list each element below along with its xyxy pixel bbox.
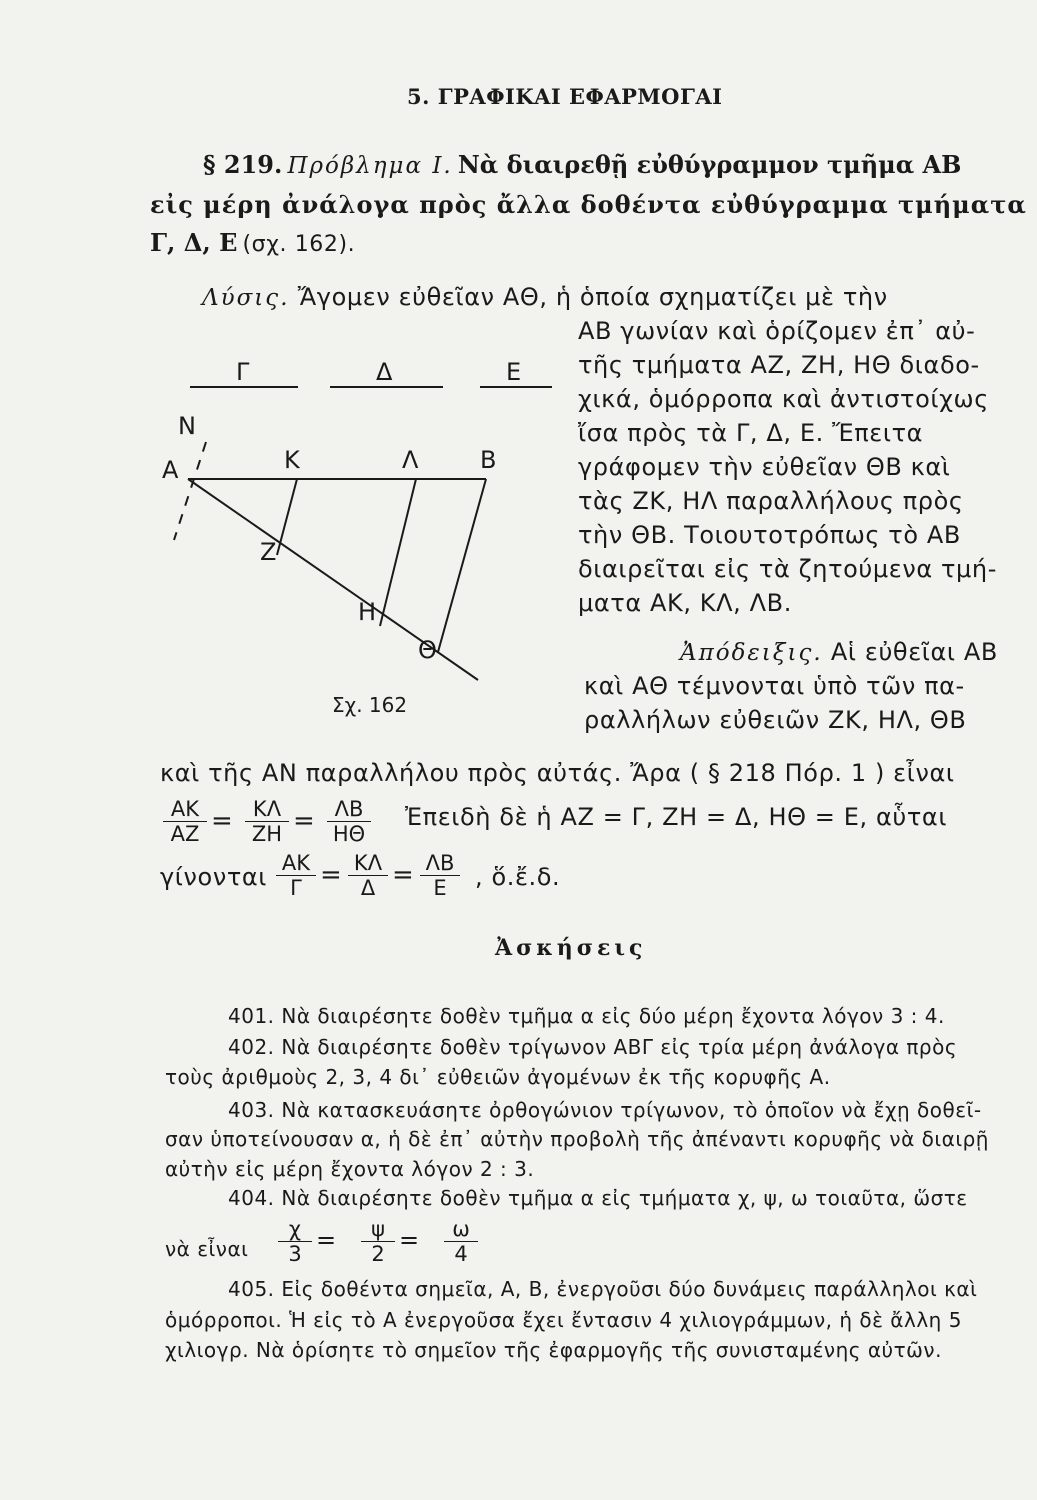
fraction-numerator: ω [452,1217,470,1241]
proof-line-1 [680,635,998,670]
fraction [444,1218,478,1265]
solution-line: γράφομεν τὴν εὐθεῖαν ΘΒ καὶ [578,453,951,481]
fraction [348,852,388,899]
figure-caption: Σχ. 162 [332,693,408,717]
exercises-title: Ἀσκήσεις [495,935,647,961]
fraction-denominator: Ε [433,876,447,900]
figure-162 [140,350,570,730]
solution-line: τὰς ΖΚ, ΗΛ παραλλήλους πρὸς [578,487,964,515]
point-N-label: Ν [178,412,196,440]
fraction-denominator: ΖΗ [251,822,283,846]
fraction-numerator: ψ [371,1217,385,1241]
exercise-402: 402. Νὰ διαιρέσητε δοθὲν τρίγωνον ΑΒΓ εἰς τρία μέρη ἀνάλογα πρὸς [228,1035,958,1059]
solution-label: Λύσις. [202,285,290,311]
fraction-denominator: 3 [288,1242,302,1266]
problem-text-1: Νὰ διαιρεθῇ εὐθύγραμμον τμῆμα ΑΒ [457,150,962,179]
exercise-403: 403. Νὰ κατασκευάσητε ὀρθογώνιον τρίγωνον, τὸ ὁποῖον νὰ ἔχῃ δοθεῖ- [228,1098,982,1122]
fraction-numerator: ΛΒ [334,797,364,821]
exercise-403-cont-1: σαν ὑποτείνουσαν α, ἡ δὲ ἐπ᾽ αὐτὴν προβολὴ τῆς ἀπέναντι κορυφῆς νὰ διαιρῇ [165,1127,989,1151]
equals-sign: = [320,860,342,890]
point-H-label: Η [358,598,377,626]
solution-line: τῆς τμήματα ΑΖ, ΖΗ, ΗΘ διαδο- [578,351,980,379]
fraction-denominator: Γ [290,876,302,900]
point-Z-label: Ζ [260,538,277,566]
point-theta-label: Θ [418,636,437,664]
proof-label: Ἀπόδειξις. [680,640,823,666]
na-einai-text: νὰ εἶναι [165,1237,249,1261]
solution-text-1: Ἄγομεν εὐθεῖαν ΑΘ, ἡ ὁποία σχηματίζει μὲ τὴν [297,283,888,311]
exercise-404: 404. Νὰ διαιρέσητε δοθὲν τμῆμα α εἰς τμήματα χ, ψ, ω τοιαῦτα, ὥστε [228,1186,968,1210]
solution-line: ΑΒ γωνίαν καὶ ὁρίζομεν ἐπ᾽ αὐ- [578,317,976,345]
fraction-denominator: Δ [360,876,376,900]
solution-line: διαιρεῖται εἰς τὰ ζητούμενα τμή- [578,555,997,583]
proof-column [584,669,967,737]
exercise-402-cont: τοὺς ἀριθμοὺς 2, 3, 4 δι᾽ εὐθειῶν ἀγομένων ἐκ τῆς κορυφῆς Α. [165,1065,831,1089]
problem-label: Πρόβλημα Ι. [287,153,453,179]
line-ZK [277,479,297,555]
fraction-numerator: ΚΛ [353,851,383,875]
ginontai-text: γίνονται [160,863,268,891]
exercise-405: 405. Εἰς δοθέντα σημεῖα, Α, Β, ἐνεργοῦσι δύο δυνάμεις παράλληλοι καὶ [228,1277,978,1301]
solution-line: χικά, ὁμόρροπα καὶ ἀντιστοίχως [578,385,989,413]
fraction [420,852,460,899]
proof-after-proportion: Ἐπειδὴ δὲ ἡ ΑΖ = Γ, ΖΗ = Δ, ΗΘ = Ε, αὗται [405,803,948,831]
fraction-denominator: 4 [454,1242,468,1266]
fraction-denominator: ΗΘ [332,822,366,846]
proof-text-1: Αἱ εὐθεῖαι ΑΒ [830,638,998,666]
problem-segments: Γ, Δ, Ε [150,228,238,257]
solution-line: ματα ΑΚ, ΚΛ, ΛΒ. [578,589,792,617]
equals-sign: = [392,860,414,890]
equals-sign: = [293,806,315,836]
proof-full-line: καὶ τῆς ΑΝ παραλλήλου πρὸς αὐτάς. Ἄρα ( § 218 Πόρ. 1 ) εἶναι [160,759,955,787]
proof-line: καὶ ΑΘ τέμνονται ὑπὸ τῶν πα- [584,672,965,700]
point-L-label: Λ [402,446,419,474]
segment-epsilon-label: Ε [506,358,522,386]
fraction-denominator: ΑΖ [170,822,200,846]
fraction [278,1218,312,1265]
line-theta-B [438,479,486,652]
segment-gamma-label: Γ [236,358,250,386]
solution-line-1 [202,280,888,315]
fraction [276,852,316,899]
problem-line-1 [203,150,961,179]
equals-sign: = [399,1226,420,1254]
exercise-405-cont-1: ὁμόρροποι. Ἡ εἰς τὸ Α ἐνεργοῦσα ἔχει ἔντασιν 4 χιλιογράμμων, ἡ δὲ ἄλλη 5 [165,1308,962,1332]
fraction [361,1218,395,1265]
exercise-405-cont-2: χιλιογρ. Νὰ ὁρίσητε τὸ σημεῖον τῆς ἐφαρμογῆς τῆς συνισταμένης αὐτῶν. [165,1338,942,1362]
problem-figure-ref: (σχ. 162). [242,232,356,257]
solution-column [578,314,997,620]
fraction [327,798,371,845]
point-B-label: Β [480,446,497,474]
fraction [163,798,207,845]
line-HL [380,479,416,626]
section-title: 5. ΓΡΑΦΙΚΑΙ ΕΦΑΡΜΟΓΑΙ [407,84,723,109]
fraction-numerator: ΑΚ [281,851,311,875]
fraction [245,798,289,845]
solution-line: τὴν ΘΒ. Τοιουτοτρόπως τὸ ΑΒ [578,521,961,549]
exercise-401: 401. Νὰ διαιρέσητε δοθὲν τμῆμα α εἰς δύο μέρη ἔχοντα λόγον 3 : 4. [228,1004,945,1028]
fraction-denominator: 2 [371,1242,385,1266]
fraction-numerator: ΑΚ [170,797,200,821]
qed-text: , ὅ.ἔ.δ. [475,863,561,891]
section-number: § 219. [203,150,283,179]
point-A-label: Α [162,456,179,484]
equals-sign: = [316,1226,337,1254]
exercise-403-cont-2: αὐτὴν εἰς μέρη ἔχοντα λόγον 2 : 3. [165,1157,535,1181]
proof-line: ραλλήλων εὐθειῶν ΖΚ, ΗΛ, ΘΒ [584,706,967,734]
solution-line: ἴσα πρὸς τὰ Γ, Δ, Ε. Ἔπειτα [578,419,924,447]
problem-line-3 [150,228,355,262]
problem-line-2: εἰς μέρη ἀνάλογα πρὸς ἄλλα δοθέντα εὐθύγραμμα τμήματα [150,190,1027,219]
line-AN [174,442,206,540]
segment-delta-label: Δ [376,358,393,386]
fraction-numerator: ΛΒ [425,851,455,875]
equals-sign: = [211,806,233,836]
fraction-numerator: ΚΛ [252,797,282,821]
fraction-numerator: χ [288,1217,302,1241]
point-K-label: Κ [284,446,300,474]
